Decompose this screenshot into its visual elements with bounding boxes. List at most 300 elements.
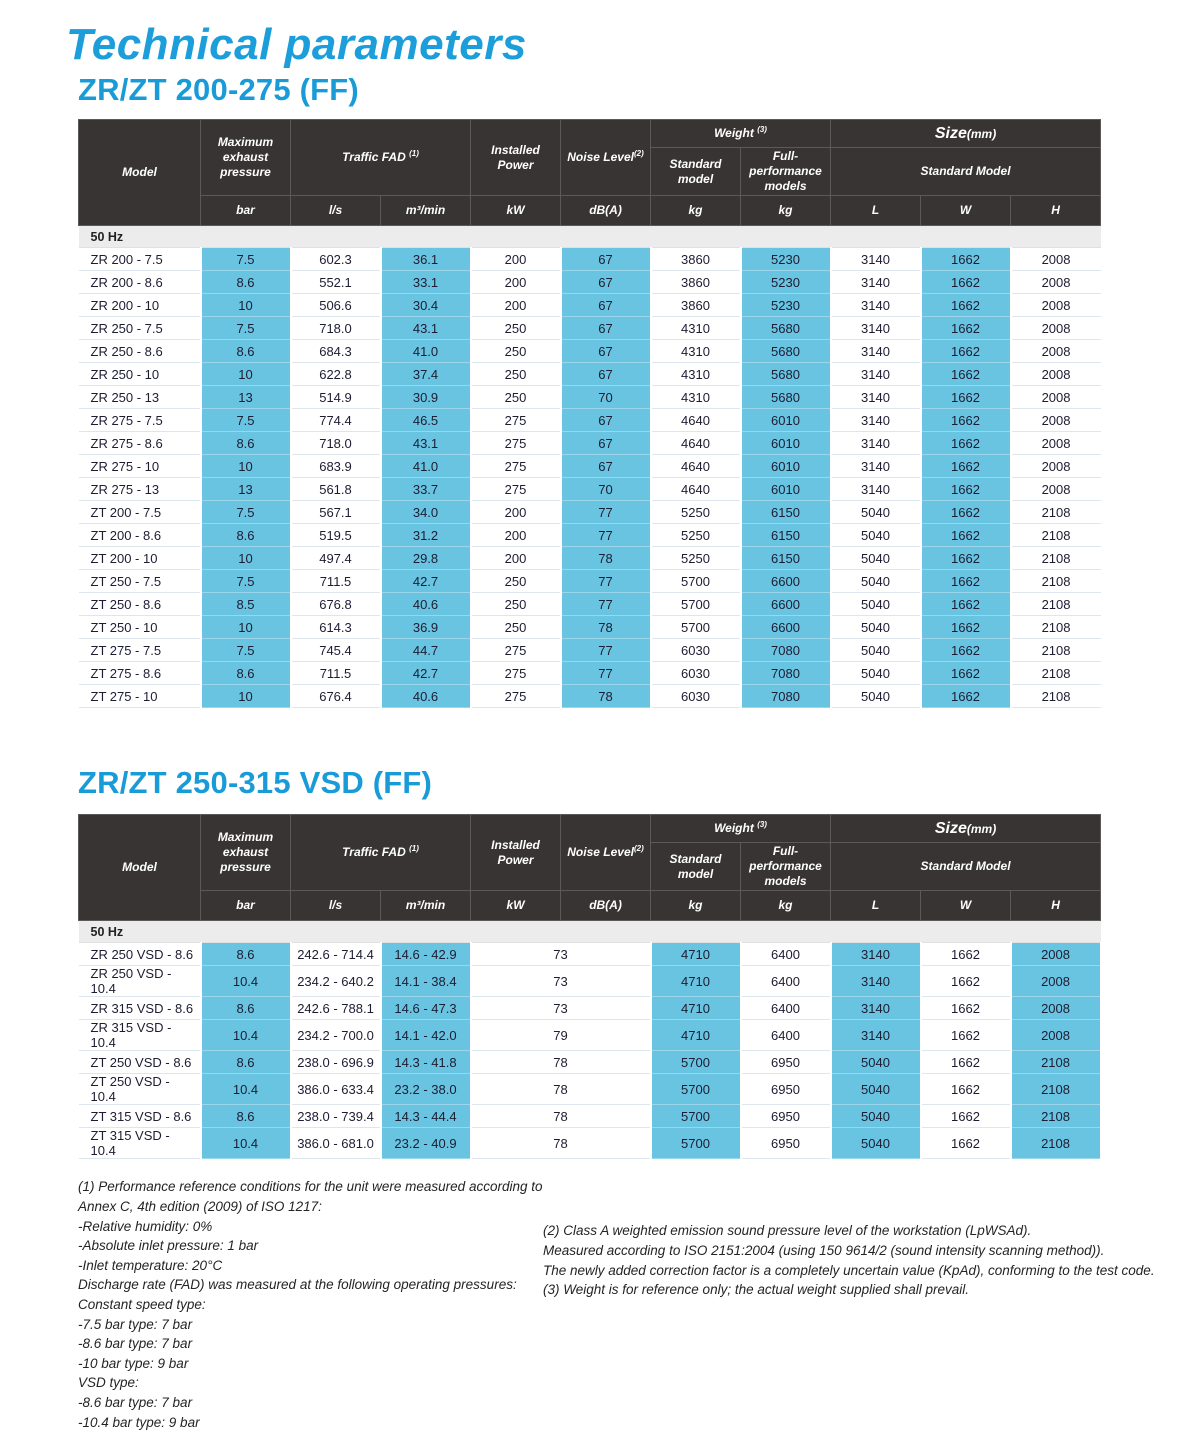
value-cell: 8.6	[201, 943, 291, 966]
value-cell: 5040	[831, 547, 921, 570]
col-header-traffic-fad	[291, 120, 471, 196]
value-cell: 2008	[1011, 271, 1101, 294]
table-header	[79, 815, 1101, 921]
col-header-weight-full-performance: Full-performance models	[741, 843, 831, 891]
footnote-line: -10.4 bar type: 9 bar	[78, 1414, 200, 1430]
value-cell: 2108	[1011, 1105, 1101, 1128]
frequency-band-row	[79, 921, 1101, 943]
value-cell: 2108	[1011, 1051, 1101, 1074]
weight-label: Weight	[714, 821, 754, 836]
value-cell: 70	[561, 478, 651, 501]
footnote-line: Constant speed type:	[78, 1297, 206, 1313]
value-cell: 40.6	[381, 685, 471, 708]
value-cell: 5680	[741, 386, 831, 409]
value-cell: 6950	[741, 1105, 831, 1128]
value-cell: 10	[201, 363, 291, 386]
table-row	[79, 248, 1101, 271]
value-cell: 3140	[831, 363, 921, 386]
value-cell: 6010	[741, 455, 831, 478]
footnote-line: -10 bar type: 9 bar	[78, 1355, 189, 1371]
value-cell: 6010	[741, 432, 831, 455]
value-cell: 41.0	[381, 455, 471, 478]
value-cell: 78	[471, 1128, 651, 1159]
value-cell: 4710	[651, 966, 741, 997]
value-cell: 5680	[741, 363, 831, 386]
col-header-installed-power: Installed Power	[471, 120, 561, 196]
col-header-model: Model	[79, 120, 201, 226]
value-cell: 5700	[651, 1105, 741, 1128]
noise-level-footnote-ref: (2)	[633, 844, 644, 854]
value-cell: 2108	[1011, 1074, 1101, 1105]
value-cell: 33.7	[381, 478, 471, 501]
value-cell: 200	[471, 294, 561, 317]
traffic-fad-footnote-ref: (1)	[409, 149, 419, 159]
value-cell: 46.5	[381, 409, 471, 432]
col-header-size-standard-model: Standard Model	[831, 843, 1101, 891]
section-title-zr-zt-250-315-vsd: ZR/ZT 250-315 VSD (FF)	[78, 765, 433, 801]
value-cell: 2008	[1011, 997, 1101, 1020]
value-cell: 1662	[921, 409, 1011, 432]
value-cell: 1662	[921, 524, 1011, 547]
col-header-noise-level	[561, 120, 651, 196]
value-cell: 10	[201, 455, 291, 478]
value-cell: 7080	[741, 685, 831, 708]
value-cell: 6400	[741, 966, 831, 997]
value-cell: 5040	[831, 593, 921, 616]
table-row	[79, 317, 1101, 340]
value-cell: 614.3	[291, 616, 381, 639]
value-cell: 2108	[1011, 547, 1101, 570]
value-cell: 676.8	[291, 593, 381, 616]
value-cell: 6030	[651, 639, 741, 662]
value-cell: 250	[471, 593, 561, 616]
value-cell: 2108	[1011, 685, 1101, 708]
value-cell: 3140	[831, 340, 921, 363]
value-cell: 1662	[921, 432, 1011, 455]
value-cell: 711.5	[291, 570, 381, 593]
value-cell: 5040	[831, 524, 921, 547]
footnote-line: -8.6 bar type: 7 bar	[78, 1394, 193, 1410]
table-body	[79, 921, 1101, 1159]
value-cell: 238.0 - 696.9	[291, 1051, 381, 1074]
table-row	[79, 966, 1101, 997]
value-cell: 3140	[831, 386, 921, 409]
col-header-weight-full-performance: Full-performance models	[741, 148, 831, 196]
table-row	[79, 432, 1101, 455]
value-cell: 2008	[1011, 363, 1101, 386]
value-cell: 386.0 - 633.4	[291, 1074, 381, 1105]
value-cell: 5250	[651, 524, 741, 547]
model-cell: ZT 275 - 10	[79, 685, 201, 708]
value-cell: 250	[471, 616, 561, 639]
footnote-line: Discharge rate (FAD) was measured at the following operating pressures:	[78, 1277, 517, 1293]
value-cell: 1662	[921, 966, 1011, 997]
value-cell: 2108	[1011, 524, 1101, 547]
value-cell: 40.6	[381, 593, 471, 616]
value-cell: 4710	[651, 1020, 741, 1051]
unit-dba: dB(A)	[561, 196, 651, 226]
value-cell: 386.0 - 681.0	[291, 1128, 381, 1159]
value-cell: 4310	[651, 363, 741, 386]
value-cell: 497.4	[291, 547, 381, 570]
col-header-traffic-fad	[291, 815, 471, 891]
frequency-band: 50 Hz	[79, 226, 1101, 248]
value-cell: 5040	[831, 1051, 921, 1074]
model-cell: ZR 275 - 13	[79, 478, 201, 501]
model-cell: ZT 250 VSD - 10.4	[79, 1074, 201, 1105]
value-cell: 6950	[741, 1051, 831, 1074]
value-cell: 5040	[831, 685, 921, 708]
footnote-line: -Relative humidity: 0%	[78, 1218, 213, 1234]
value-cell: 2008	[1011, 409, 1101, 432]
footnote-line: (2) Class A weighted emission sound pressure level of the workstation (LpWSAd).	[543, 1223, 1032, 1239]
model-cell: ZT 200 - 7.5	[79, 501, 201, 524]
value-cell: 31.2	[381, 524, 471, 547]
value-cell: 1662	[921, 685, 1011, 708]
value-cell: 33.1	[381, 271, 471, 294]
value-cell: 7080	[741, 639, 831, 662]
table-row	[79, 455, 1101, 478]
table-row	[79, 363, 1101, 386]
value-cell: 1662	[921, 294, 1011, 317]
value-cell: 4310	[651, 317, 741, 340]
value-cell: 5040	[831, 570, 921, 593]
unit-ls: l/s	[291, 196, 381, 226]
value-cell: 3140	[831, 478, 921, 501]
value-cell: 6600	[741, 616, 831, 639]
model-cell: ZT 250 - 7.5	[79, 570, 201, 593]
value-cell: 5040	[831, 501, 921, 524]
value-cell: 6010	[741, 409, 831, 432]
value-cell: 1662	[921, 1051, 1011, 1074]
value-cell: 2108	[1011, 616, 1101, 639]
table-row	[79, 478, 1101, 501]
value-cell: 2008	[1011, 966, 1101, 997]
value-cell: 774.4	[291, 409, 381, 432]
page-title: Technical parameters	[66, 20, 527, 69]
value-cell: 718.0	[291, 432, 381, 455]
value-cell: 3140	[831, 409, 921, 432]
value-cell: 6400	[741, 997, 831, 1020]
value-cell: 250	[471, 570, 561, 593]
value-cell: 8.6	[201, 997, 291, 1020]
value-cell: 77	[561, 639, 651, 662]
value-cell: 1662	[921, 943, 1011, 966]
col-header-installed-power: Installed Power	[471, 815, 561, 891]
value-cell: 3140	[831, 294, 921, 317]
value-cell: 602.3	[291, 248, 381, 271]
col-header-size-standard-model: Standard Model	[831, 148, 1101, 196]
value-cell: 36.9	[381, 616, 471, 639]
value-cell: 5700	[651, 1128, 741, 1159]
value-cell: 5230	[741, 271, 831, 294]
value-cell: 2108	[1011, 593, 1101, 616]
value-cell: 67	[561, 363, 651, 386]
value-cell: 2008	[1011, 340, 1101, 363]
value-cell: 77	[561, 570, 651, 593]
value-cell: 6950	[741, 1128, 831, 1159]
value-cell: 200	[471, 271, 561, 294]
table-row	[79, 1128, 1101, 1159]
model-cell: ZT 250 - 10	[79, 616, 201, 639]
unit-bar: bar	[201, 891, 291, 921]
value-cell: 77	[561, 524, 651, 547]
value-cell: 6150	[741, 524, 831, 547]
value-cell: 6010	[741, 478, 831, 501]
value-cell: 42.7	[381, 662, 471, 685]
col-header-weight	[651, 120, 831, 148]
value-cell: 7.5	[201, 409, 291, 432]
value-cell: 6400	[741, 1020, 831, 1051]
unit-kg-full: kg	[741, 196, 831, 226]
value-cell: 1662	[921, 340, 1011, 363]
value-cell: 14.3 - 44.4	[381, 1105, 471, 1128]
value-cell: 5700	[651, 616, 741, 639]
footnote-line: -Absolute inlet pressure: 1 bar	[78, 1238, 259, 1254]
value-cell: 4710	[651, 943, 741, 966]
frequency-band: 50 Hz	[79, 921, 1101, 943]
value-cell: 10	[201, 547, 291, 570]
value-cell: 4640	[651, 432, 741, 455]
value-cell: 36.1	[381, 248, 471, 271]
value-cell: 6600	[741, 593, 831, 616]
value-cell: 5040	[831, 1105, 921, 1128]
value-cell: 14.1 - 42.0	[381, 1020, 471, 1051]
value-cell: 567.1	[291, 501, 381, 524]
value-cell: 2108	[1011, 662, 1101, 685]
value-cell: 1662	[921, 570, 1011, 593]
value-cell: 275	[471, 432, 561, 455]
value-cell: 7.5	[201, 248, 291, 271]
value-cell: 78	[471, 1074, 651, 1105]
value-cell: 275	[471, 478, 561, 501]
weight-footnote-ref: (3)	[757, 820, 767, 830]
unit-m3min: m³/min	[381, 196, 471, 226]
value-cell: 1662	[921, 363, 1011, 386]
value-cell: 6400	[741, 943, 831, 966]
table-zr-zt-250-315-vsd	[78, 814, 1102, 1159]
value-cell: 1662	[921, 455, 1011, 478]
value-cell: 4310	[651, 386, 741, 409]
footnote-line: VSD type:	[78, 1375, 139, 1391]
table-row	[79, 340, 1101, 363]
value-cell: 622.8	[291, 363, 381, 386]
section-title-zr-zt-200-275: ZR/ZT 200-275 (FF)	[78, 72, 359, 108]
value-cell: 275	[471, 685, 561, 708]
value-cell: 519.5	[291, 524, 381, 547]
value-cell: 200	[471, 501, 561, 524]
value-cell: 3140	[831, 943, 921, 966]
value-cell: 4640	[651, 455, 741, 478]
value-cell: 1662	[921, 616, 1011, 639]
value-cell: 2008	[1011, 943, 1101, 966]
size-unit-label: (mm)	[966, 126, 997, 141]
table-row	[79, 593, 1101, 616]
model-cell: ZR 200 - 10	[79, 294, 201, 317]
value-cell: 1662	[921, 593, 1011, 616]
value-cell: 4710	[651, 997, 741, 1020]
value-cell: 2108	[1011, 639, 1101, 662]
value-cell: 3140	[831, 432, 921, 455]
value-cell: 514.9	[291, 386, 381, 409]
value-cell: 5680	[741, 317, 831, 340]
noise-level-label: Noise Level	[567, 150, 634, 165]
col-header-model: Model	[79, 815, 201, 921]
value-cell: 34.0	[381, 501, 471, 524]
value-cell: 42.7	[381, 570, 471, 593]
traffic-fad-label: Traffic FAD	[342, 845, 406, 860]
value-cell: 10.4	[201, 966, 291, 997]
col-header-size	[831, 120, 1101, 148]
value-cell: 67	[561, 432, 651, 455]
value-cell: 3860	[651, 271, 741, 294]
value-cell: 5700	[651, 1074, 741, 1105]
value-cell: 3140	[831, 317, 921, 340]
value-cell: 1662	[921, 478, 1011, 501]
footnotes	[0, 1177, 1184, 1437]
unit-kw: kW	[471, 196, 561, 226]
value-cell: 1662	[921, 547, 1011, 570]
value-cell: 23.2 - 38.0	[381, 1074, 471, 1105]
value-cell: 234.2 - 640.2	[291, 966, 381, 997]
value-cell: 4640	[651, 409, 741, 432]
value-cell: 711.5	[291, 662, 381, 685]
value-cell: 250	[471, 317, 561, 340]
value-cell: 561.8	[291, 478, 381, 501]
model-cell: ZR 275 - 10	[79, 455, 201, 478]
value-cell: 10	[201, 616, 291, 639]
model-cell: ZT 315 VSD - 8.6	[79, 1105, 201, 1128]
value-cell: 2008	[1011, 248, 1101, 271]
value-cell: 77	[561, 501, 651, 524]
col-header-weight	[651, 815, 831, 843]
table-row	[79, 409, 1101, 432]
value-cell: 2008	[1011, 432, 1101, 455]
table-zr-zt-200-275	[78, 119, 1101, 708]
value-cell: 275	[471, 639, 561, 662]
value-cell: 3140	[831, 248, 921, 271]
value-cell: 1662	[921, 1105, 1011, 1128]
unit-kg-standard: kg	[651, 196, 741, 226]
value-cell: 250	[471, 340, 561, 363]
col-header-weight-standard: Standard model	[651, 843, 741, 891]
traffic-fad-footnote-ref: (1)	[409, 844, 419, 854]
value-cell: 8.6	[201, 340, 291, 363]
footnote-line: -8.6 bar type: 7 bar	[78, 1336, 193, 1352]
value-cell: 5230	[741, 248, 831, 271]
value-cell: 14.3 - 41.8	[381, 1051, 471, 1074]
unit-bar: bar	[201, 196, 291, 226]
value-cell: 200	[471, 547, 561, 570]
col-header-size	[831, 815, 1101, 843]
value-cell: 14.6 - 42.9	[381, 943, 471, 966]
model-cell: ZR 250 VSD - 10.4	[79, 966, 201, 997]
value-cell: 78	[561, 547, 651, 570]
value-cell: 1662	[921, 248, 1011, 271]
value-cell: 6030	[651, 685, 741, 708]
model-cell: ZT 275 - 7.5	[79, 639, 201, 662]
value-cell: 78	[561, 616, 651, 639]
value-cell: 5040	[831, 1128, 921, 1159]
model-cell: ZT 200 - 10	[79, 547, 201, 570]
value-cell: 67	[561, 248, 651, 271]
table-row	[79, 639, 1101, 662]
value-cell: 23.2 - 40.9	[381, 1128, 471, 1159]
value-cell: 14.1 - 38.4	[381, 966, 471, 997]
model-cell: ZR 315 VSD - 8.6	[79, 997, 201, 1020]
value-cell: 29.8	[381, 547, 471, 570]
unit-dba: dB(A)	[561, 891, 651, 921]
table-row	[79, 1074, 1101, 1105]
table-row	[79, 685, 1101, 708]
table-row	[79, 616, 1101, 639]
value-cell: 67	[561, 409, 651, 432]
value-cell: 2008	[1011, 317, 1101, 340]
value-cell: 7.5	[201, 639, 291, 662]
value-cell: 238.0 - 739.4	[291, 1105, 381, 1128]
value-cell: 10.4	[201, 1074, 291, 1105]
value-cell: 73	[471, 966, 651, 997]
value-cell: 4310	[651, 340, 741, 363]
value-cell: 676.4	[291, 685, 381, 708]
value-cell: 242.6 - 788.1	[291, 997, 381, 1020]
value-cell: 79	[471, 1020, 651, 1051]
value-cell: 73	[471, 997, 651, 1020]
footnote-line: Measured according to ISO 2151:2004 (using 150 9614/2 (sound intensity scanning method)).	[543, 1243, 1105, 1259]
model-cell: ZR 275 - 7.5	[79, 409, 201, 432]
value-cell: 67	[561, 317, 651, 340]
value-cell: 5250	[651, 547, 741, 570]
unit-kg-full: kg	[741, 891, 831, 921]
value-cell: 30.4	[381, 294, 471, 317]
table-row	[79, 662, 1101, 685]
model-cell: ZT 315 VSD - 10.4	[79, 1128, 201, 1159]
value-cell: 10	[201, 685, 291, 708]
model-cell: ZT 200 - 8.6	[79, 524, 201, 547]
value-cell: 2008	[1011, 386, 1101, 409]
model-cell: ZR 200 - 7.5	[79, 248, 201, 271]
value-cell: 73	[471, 943, 651, 966]
value-cell: 1662	[921, 386, 1011, 409]
model-cell: ZR 250 VSD - 8.6	[79, 943, 201, 966]
traffic-fad-label: Traffic FAD	[342, 150, 406, 165]
value-cell: 70	[561, 386, 651, 409]
table-row	[79, 271, 1101, 294]
table-row	[79, 386, 1101, 409]
col-header-noise-level	[561, 815, 651, 891]
col-header-max-pressure: Maximum exhaust pressure	[201, 120, 291, 196]
value-cell: 67	[561, 340, 651, 363]
unit-kw: kW	[471, 891, 561, 921]
weight-label: Weight	[714, 126, 754, 141]
value-cell: 7080	[741, 662, 831, 685]
table-row	[79, 1105, 1101, 1128]
value-cell: 8.6	[201, 662, 291, 685]
value-cell: 78	[471, 1051, 651, 1074]
value-cell: 684.3	[291, 340, 381, 363]
model-cell: ZR 275 - 8.6	[79, 432, 201, 455]
value-cell: 2008	[1011, 294, 1101, 317]
value-cell: 1662	[921, 997, 1011, 1020]
footnote-line: The newly added correction factor is a completely uncertain value (KpAd), conforming to the test code.	[543, 1262, 1155, 1278]
value-cell: 14.6 - 47.3	[381, 997, 471, 1020]
size-label: Size	[934, 124, 967, 142]
value-cell: 1662	[921, 501, 1011, 524]
value-cell: 3140	[831, 1020, 921, 1051]
value-cell: 5250	[651, 501, 741, 524]
table-row	[79, 1051, 1101, 1074]
value-cell: 43.1	[381, 432, 471, 455]
